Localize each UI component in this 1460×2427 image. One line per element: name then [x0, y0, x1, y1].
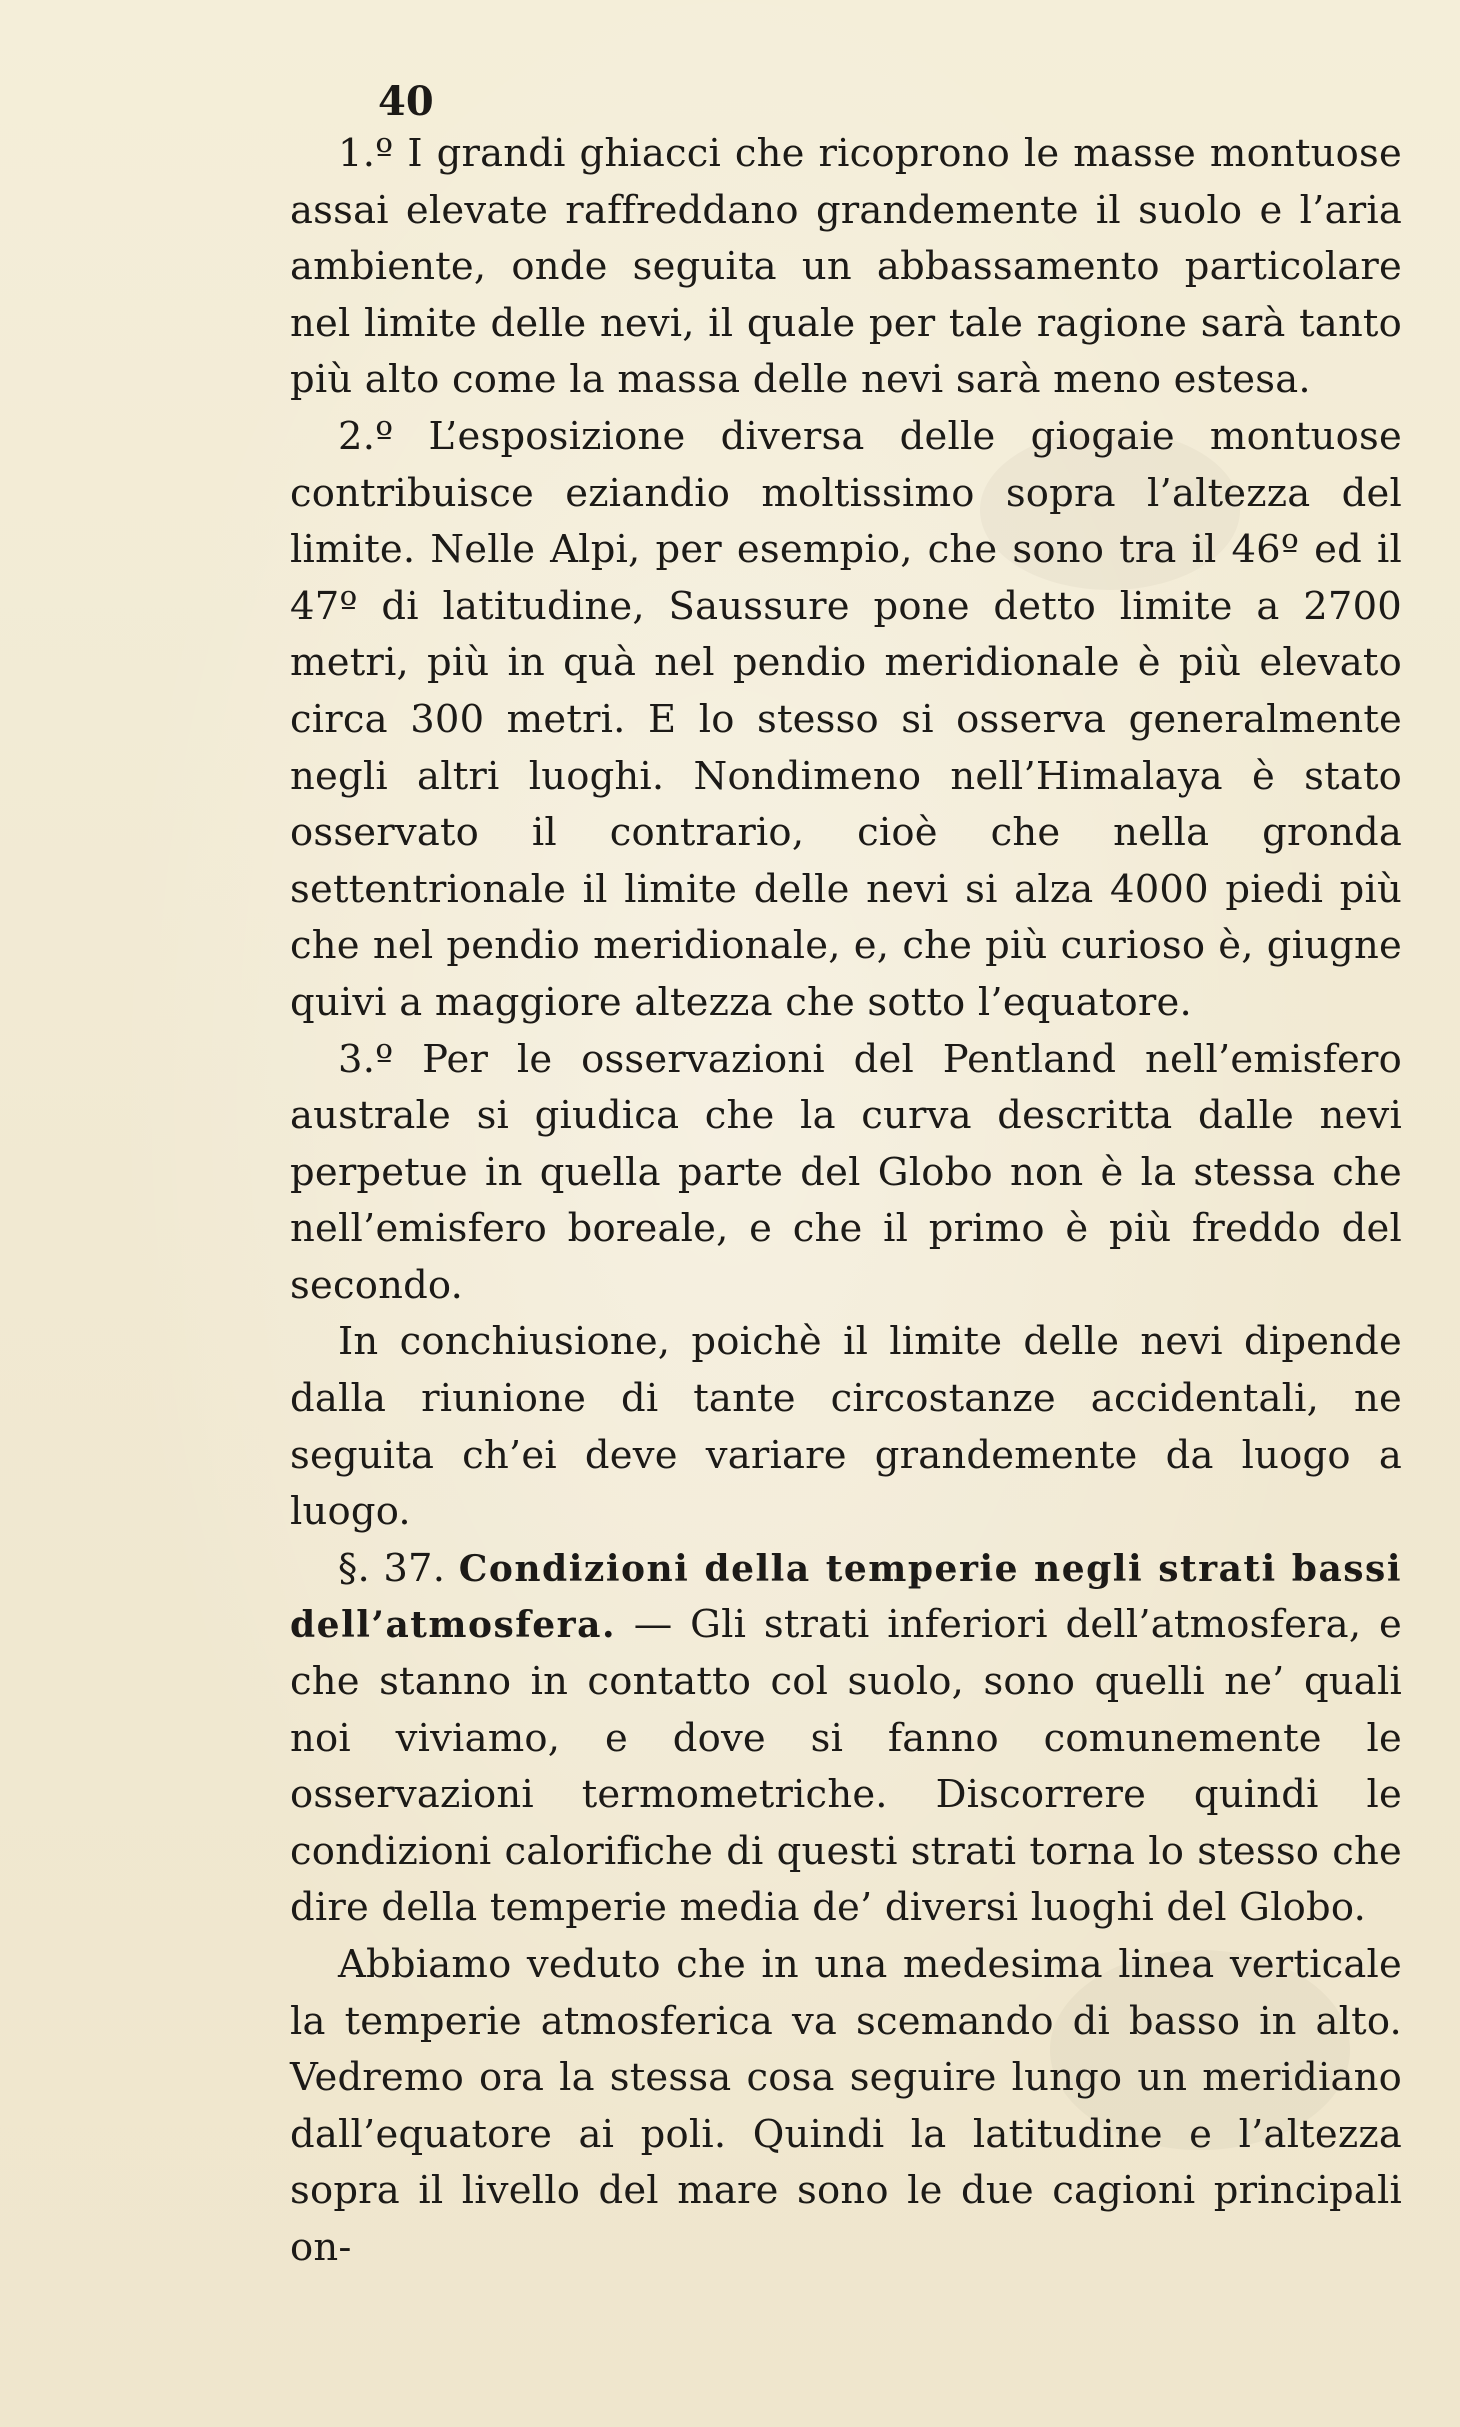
paragraph-1: 1.º I grandi ghiacci che ricoprono le masse montuose assai elevate raffreddano grandemente il suolo e l’aria ambiente, onde seguita un abbassamento particolare nel limite delle nevi, il quale per tale ragione sarà tanto più alto come la massa delle nevi sarà meno estesa. — [290, 131, 1402, 403]
section-number: §. 37. — [338, 1545, 446, 1591]
section-title: Condizioni della temperie negli strati bassi dell’atmosfera. — [290, 1547, 1403, 1647]
paragraph-closing: Abbiamo veduto che in una medesima linea verticale la temperie atmosferica va scemando di basso in alto. Vedremo ora la stessa cosa seguire lungo un meridiano dall’equatore ai poli. Quindi la latitudine e l’altezza sopra il livello del mare sono le due cagioni principali on- — [290, 1942, 1402, 2270]
paragraph-2: 2.º L’esposizione diversa delle giogaie montuose contribuisce eziandio moltissimo sopra l’altezza del limite. Nelle Alpi, per esempio, che sono tra il 46º ed il 47º di latitudine, Saussure pone detto limite a 2700 metri, più in quà nel pendio meridionale è più elevato circa 300 metri. E lo stesso si osserva generalmente negli altri luoghi. Nondimeno nell’Himalaya è stato osservato il contrario, cioè che nella gronda settentrionale il limite delle nevi si alza 4000 piedi più che nel pendio meridionale, e, che più curioso è, giugne quivi a maggiore altezza che sotto l’equatore. — [290, 413, 1402, 1025]
section-paragraph — [290, 1541, 1402, 1937]
paragraph-3: 3.º Per le osservazioni del Pentland nell’emisfero australe si giudica che la curva descritta dalle nevi perpetue in quella parte del Globo non è la stessa che nell’emisfero boreale, e che il primo è più freddo del secondo. — [290, 1036, 1402, 1308]
section-text: — Gli strati inferiori dell’atmosfera, e che stanno in contatto col suolo, sono quelli ne’ quali noi viviamo, e dove si fanno comunemente le osservazioni termometriche. Discorrere quindi le condizioni calorifiche di questi strati torna lo stesso che dire della temperie media de’ diversi luoghi del Globo. — [290, 1602, 1402, 1931]
body-text — [290, 126, 1402, 2277]
paragraph-4: In conchiusione, poichè il limite delle nevi dipende dalla riunione di tante circostanze accidentali, ne seguita ch’ei deve variare grandemente da luogo a luogo. — [290, 1319, 1402, 1535]
page-number: 40 — [378, 78, 434, 125]
